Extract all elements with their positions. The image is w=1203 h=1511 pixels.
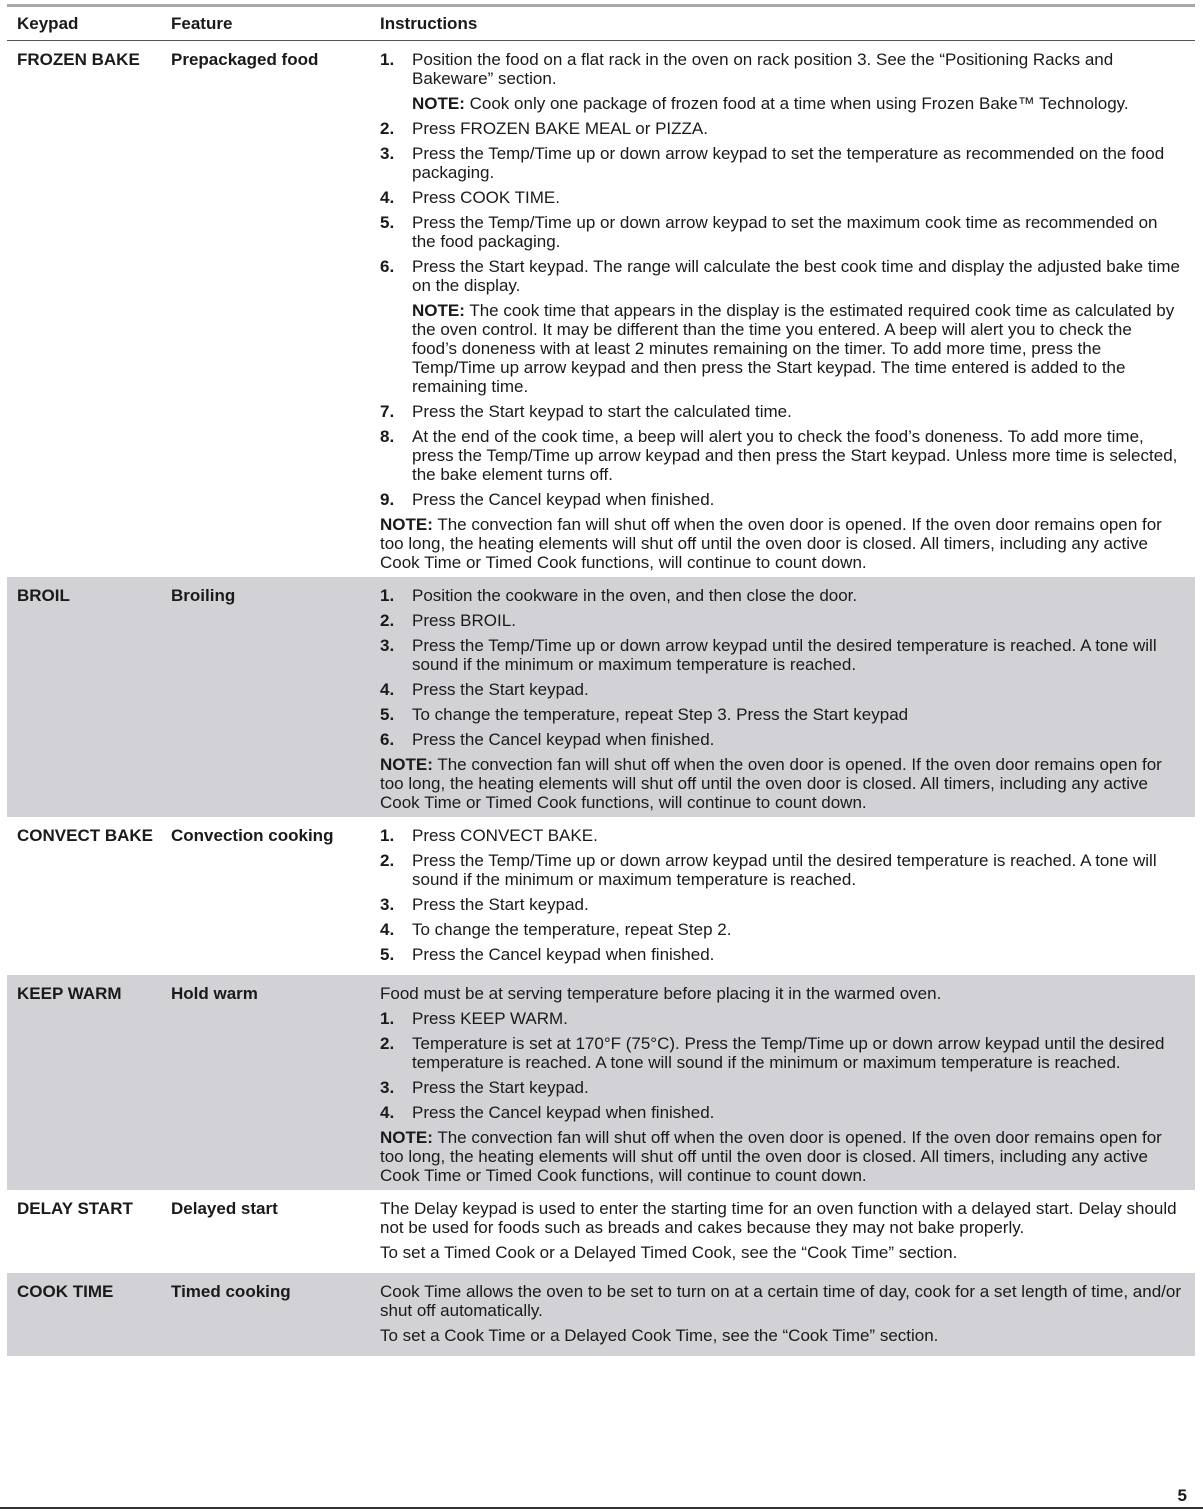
step-body <box>412 50 1181 113</box>
step-number: 3. <box>380 636 395 655</box>
note-label: NOTE: <box>380 1128 433 1147</box>
step-text: To change the temperature, repeat Step 3. Press the Start keypad <box>412 705 909 724</box>
step-text: Press COOK TIME. <box>412 188 560 207</box>
feature-cell: Broiling <box>171 586 236 605</box>
step-body <box>412 586 1181 605</box>
keypad-cell: FROZEN BAKE <box>17 50 140 69</box>
step-item <box>380 705 1181 724</box>
note-label: NOTE: <box>380 755 433 774</box>
step-text: Press the Start keypad. <box>412 895 589 914</box>
step-text: Press the Temp/Time up or down arrow keypad until the desired temperature is reached. A tone will sound if the minimum or maximum temperature is reached. <box>412 851 1157 889</box>
table-row <box>7 1190 1195 1273</box>
instruction-paragraph: To set a Cook Time or a Delayed Cook Time, see the “Cook Time” section. <box>380 1326 939 1345</box>
step-body <box>412 826 1181 845</box>
keypad-cell: BROIL <box>17 586 70 605</box>
step-body <box>412 188 1181 207</box>
step-text: Press the Cancel keypad when finished. <box>412 730 715 749</box>
step-body <box>412 851 1181 889</box>
step-item <box>380 257 1181 396</box>
step-number: 1. <box>380 586 395 605</box>
step-item <box>380 945 1181 964</box>
step-body <box>412 705 1181 724</box>
step-body <box>412 427 1181 484</box>
step-text: To change the temperature, repeat Step 2. <box>412 920 732 939</box>
feature-cell: Timed cooking <box>171 1282 291 1301</box>
step-item <box>380 213 1181 251</box>
step-item <box>380 680 1181 699</box>
step-item <box>380 402 1181 421</box>
step-text: Temperature is set at 170°F (75°C). Press the Temp/Time up or down arrow keypad until the desired temperature is reached. A tone will sound if the minimum or maximum temperature is reached. <box>412 1034 1165 1072</box>
step-body <box>412 213 1181 251</box>
step-text: Position the cookware in the oven, and then close the door. <box>412 586 858 605</box>
step-number: 6. <box>380 730 395 749</box>
closing-note-text: The convection fan will shut off when the oven door is opened. If the oven door remains open for too long, the heating elements will shut off until the oven door is closed. All timers, including any active Cook Time or Timed Cook functions, will continue to count down. <box>380 515 1162 572</box>
step-text: Press the Cancel keypad when finished. <box>412 1103 715 1122</box>
step-number: 2. <box>380 611 395 630</box>
instruction-paragraph: The Delay keypad is used to enter the starting time for an oven function with a delayed start. Delay should not be used for foods such as breads and cakes because they may not bake properly. <box>380 1199 1177 1237</box>
keypad-cell: KEEP WARM <box>17 984 122 1003</box>
step-item <box>380 730 1181 749</box>
step-number: 7. <box>380 402 395 421</box>
keypad-cell: DELAY START <box>17 1199 133 1218</box>
step-text: Press FROZEN BAKE MEAL or PIZZA. <box>412 119 708 138</box>
closing-note <box>380 755 1181 812</box>
instructions-cell <box>371 1190 1195 1273</box>
instruction-paragraph: Cook Time allows the oven to be set to turn on at a certain time of day, cook for a set length of time, and/or shut off automatically. <box>380 1282 1182 1320</box>
step-item <box>380 50 1181 113</box>
step-body <box>412 1034 1181 1072</box>
step-item <box>380 1009 1181 1028</box>
step-body <box>412 490 1181 509</box>
step-text: Press KEEP WARM. <box>412 1009 568 1028</box>
feature-cell: Convection cooking <box>171 826 334 845</box>
step-number: 4. <box>380 1103 395 1122</box>
instructions-cell <box>371 1273 1195 1356</box>
step-list <box>380 826 1181 964</box>
table-row <box>7 1273 1195 1356</box>
step-number: 1. <box>380 1009 395 1028</box>
instruction-paragraph: To set a Timed Cook or a Delayed Timed Cook, see the “Cook Time” section. <box>380 1243 958 1262</box>
step-list <box>380 586 1181 749</box>
page-number: 5 <box>1177 1486 1187 1505</box>
closing-note-text: The convection fan will shut off when the oven door is opened. If the oven door remains open for too long, the heating elements will shut off until the oven door is closed. All timers, including any active Cook Time or Timed Cook functions, will continue to count down. <box>380 1128 1162 1185</box>
step-body <box>412 144 1181 182</box>
step-number: 4. <box>380 920 395 939</box>
step-body <box>412 611 1181 630</box>
keypad-cell: COOK TIME <box>17 1282 114 1301</box>
step-text: Press CONVECT BAKE. <box>412 826 598 845</box>
step-item <box>380 188 1181 207</box>
closing-note-text: The convection fan will shut off when the oven door is opened. If the oven door remains open for too long, the heating elements will shut off until the oven door is closed. All timers, including any active Cook Time or Timed Cook functions, will continue to count down. <box>380 755 1162 812</box>
step-item <box>380 119 1181 138</box>
step-body <box>412 945 1181 964</box>
table-row <box>7 41 1195 577</box>
instructions-cell <box>371 975 1195 1190</box>
bottom-rule <box>0 1507 1203 1509</box>
step-number: 4. <box>380 680 395 699</box>
step-text: Press the Cancel keypad when finished. <box>412 490 715 509</box>
step-number: 1. <box>380 826 395 845</box>
step-note-text: The cook time that appears in the display is the estimated required cook time as calculated by the oven control. It may be different than the time you entered. A beep will alert you to check the food’s doneness with at least 2 minutes remaining on the timer. To add more time, press the Temp/Time up arrow keypad and then press the Start keypad. The time entered is added to the remaining time. <box>412 301 1175 396</box>
step-item <box>380 586 1181 605</box>
step-text: Press the Start keypad to start the calculated time. <box>412 402 792 421</box>
step-body <box>412 1009 1181 1028</box>
step-body <box>412 402 1181 421</box>
step-body <box>412 636 1181 674</box>
step-number: 5. <box>380 213 395 232</box>
table-row <box>7 817 1195 975</box>
step-number: 3. <box>380 1078 395 1097</box>
table-header <box>7 7 1195 41</box>
step-item <box>380 1034 1181 1072</box>
note-label: NOTE: <box>412 94 465 113</box>
note-label: NOTE: <box>412 301 465 320</box>
table-row <box>7 975 1195 1190</box>
step-item <box>380 895 1181 914</box>
step-list <box>380 1009 1181 1122</box>
step-body <box>412 680 1181 699</box>
table-body <box>7 41 1195 1356</box>
step-text: Press the Temp/Time up or down arrow keypad to set the maximum cook time as recommended on the food packaging. <box>412 213 1158 251</box>
step-number: 2. <box>380 851 395 870</box>
step-number: 3. <box>380 895 395 914</box>
step-note-text: Cook only one package of frozen food at a time when using Frozen Bake™ Technology. <box>469 94 1129 113</box>
step-text: Press the Start keypad. <box>412 1078 589 1097</box>
step-body <box>412 895 1181 914</box>
page <box>7 0 1195 1356</box>
step-number: 5. <box>380 945 395 964</box>
step-item <box>380 427 1181 484</box>
step-text: Position the food on a flat rack in the oven on rack position 3. See the “Positioning Racks and Bakeware” section. <box>412 50 1114 88</box>
step-item <box>380 920 1181 939</box>
instructions-cell <box>371 41 1195 577</box>
step-number: 8. <box>380 427 395 446</box>
feature-cell: Prepackaged food <box>171 50 319 69</box>
closing-note <box>380 515 1181 572</box>
step-body <box>412 119 1181 138</box>
step-body <box>412 1103 1181 1122</box>
step-body <box>412 1078 1181 1097</box>
step-text: Press the Start keypad. The range will calculate the best cook time and display the adjusted bake time on the display. <box>412 257 1180 295</box>
step-text: Press the Cancel keypad when finished. <box>412 945 715 964</box>
step-text: Press the Start keypad. <box>412 680 589 699</box>
step-number: 3. <box>380 144 395 163</box>
step-body <box>412 920 1181 939</box>
step-note <box>412 94 1181 113</box>
step-body <box>412 257 1181 396</box>
step-text: Press BROIL. <box>412 611 516 630</box>
note-label: NOTE: <box>380 515 433 534</box>
feature-cell: Hold warm <box>171 984 258 1003</box>
keypad-cell: CONVECT BAKE <box>17 826 154 845</box>
instructions-cell <box>371 817 1195 975</box>
closing-note <box>380 1128 1181 1185</box>
instruction-paragraph: Food must be at serving temperature before placing it in the warmed oven. <box>380 984 942 1003</box>
step-item <box>380 636 1181 674</box>
step-item <box>380 1103 1181 1122</box>
step-note <box>412 301 1181 396</box>
step-item <box>380 851 1181 889</box>
step-item <box>380 611 1181 630</box>
instructions-cell <box>371 577 1195 817</box>
header-instructions: Instructions <box>380 13 478 33</box>
header-keypad: Keypad <box>17 13 79 33</box>
step-body <box>412 730 1181 749</box>
table-row <box>7 577 1195 817</box>
step-number: 2. <box>380 119 395 138</box>
step-item <box>380 1078 1181 1097</box>
step-number: 1. <box>380 50 395 69</box>
step-text: At the end of the cook time, a beep will alert you to check the food’s doneness. To add more time, press the Temp/Time up arrow keypad and then press the Start keypad. Unless more time is selected, the bake element turns off. <box>412 427 1178 484</box>
header-feature: Feature <box>171 13 233 33</box>
step-item <box>380 490 1181 509</box>
step-number: 6. <box>380 257 395 276</box>
step-item <box>380 826 1181 845</box>
step-number: 2. <box>380 1034 395 1053</box>
step-text: Press the Temp/Time up or down arrow keypad until the desired temperature is reached. A tone will sound if the minimum or maximum temperature is reached. <box>412 636 1157 674</box>
step-number: 4. <box>380 188 395 207</box>
step-text: Press the Temp/Time up or down arrow keypad to set the temperature as recommended on the food packaging. <box>412 144 1165 182</box>
step-number: 9. <box>380 490 395 509</box>
step-number: 5. <box>380 705 395 724</box>
step-list <box>380 50 1181 509</box>
feature-cell: Delayed start <box>171 1199 278 1218</box>
step-item <box>380 144 1181 182</box>
